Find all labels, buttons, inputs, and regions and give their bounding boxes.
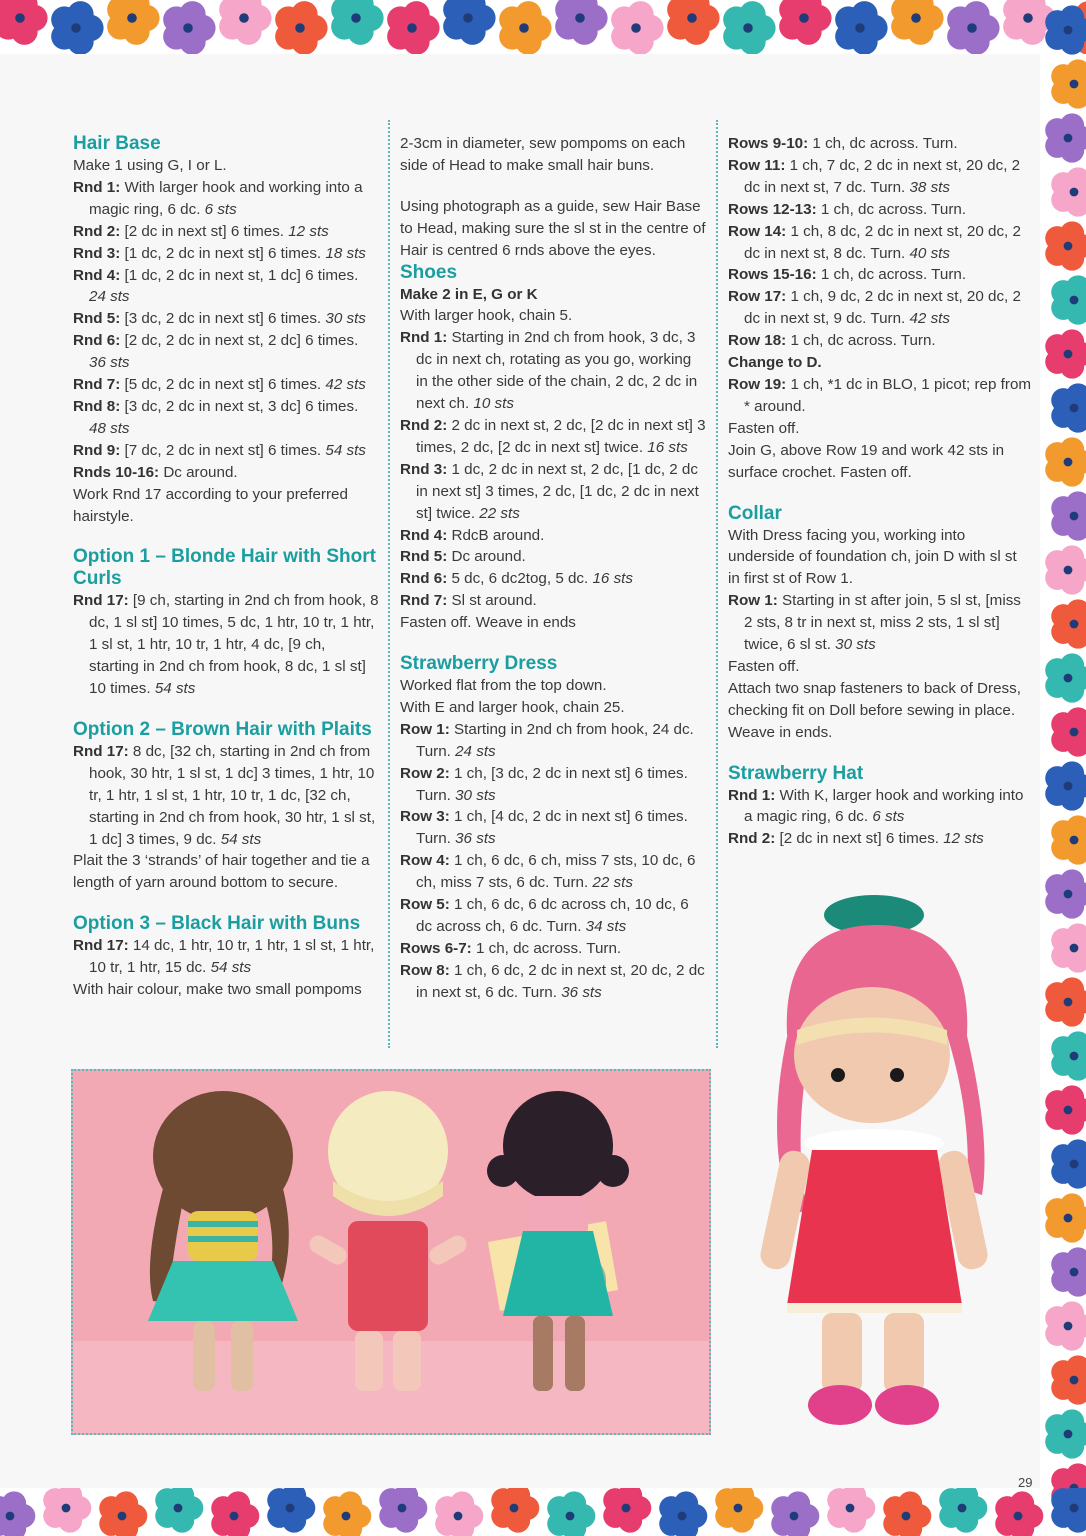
stitch-count: 22 sts bbox=[592, 874, 633, 892]
spacer bbox=[728, 744, 1032, 763]
pattern-column-3 bbox=[728, 133, 1032, 850]
row-label: Rows 9-10: bbox=[728, 135, 809, 152]
pattern-row bbox=[73, 590, 379, 700]
spacer bbox=[73, 700, 379, 719]
flower-icon bbox=[1051, 1031, 1086, 1080]
stitch-count: 42 sts bbox=[325, 376, 366, 394]
flower-pattern-top bbox=[0, 0, 1086, 54]
pattern-row bbox=[728, 590, 1032, 656]
pattern-row bbox=[73, 741, 379, 851]
row-label: Rnd 1: bbox=[728, 786, 776, 804]
spacer bbox=[400, 634, 706, 653]
instruction-text: With hair colour, make two small pompoms bbox=[73, 981, 362, 999]
row-instructions: RdcB around. bbox=[447, 526, 545, 544]
stitch-count: 22 sts bbox=[479, 504, 520, 522]
flower-icon bbox=[1045, 113, 1086, 162]
instruction-text: With larger hook, chain 5. bbox=[400, 307, 573, 325]
flower-icon bbox=[1045, 545, 1086, 594]
pattern-row bbox=[728, 828, 1032, 850]
flower-icon bbox=[1045, 437, 1086, 486]
row-label: Rnd 17: bbox=[73, 592, 129, 610]
instruction-text: Plait the 3 ‘strands’ of hair together and tie a length of yarn around bottom to secure. bbox=[73, 852, 370, 892]
row-label: Rnd 7: bbox=[73, 376, 121, 394]
flower-icon bbox=[1051, 923, 1086, 972]
pattern-row bbox=[728, 374, 1032, 418]
flower-icon bbox=[331, 0, 383, 45]
flower-icon bbox=[1051, 383, 1086, 432]
row-label: Rnd 3: bbox=[400, 460, 448, 478]
row-label: Row 1: bbox=[728, 592, 778, 610]
flower-icon bbox=[995, 1491, 1043, 1536]
row-instructions: With K, larger hook and working into a magic ring, 6 dc. bbox=[744, 786, 1024, 826]
row-label: Rnd 6: bbox=[73, 332, 121, 350]
flower-icon bbox=[43, 1488, 91, 1533]
flower-icon bbox=[323, 1491, 371, 1536]
stitch-count: 6 sts bbox=[204, 200, 237, 218]
row-instructions: [9 ch, starting in 2nd ch from hook, 8 dc, 1 sl st] 10 times, 5 dc, 1 htr, 10 tr, 1 htr, 1 sl st, 1 htr, 10 tr, 1 htr, 4 dc, [9 ch, starting in 2nd ch from hook, 8 dc, 1 sl st] 10 times. bbox=[89, 592, 379, 698]
instruction-text: Fasten off. bbox=[728, 419, 800, 437]
pattern-row bbox=[73, 177, 379, 221]
pattern-row bbox=[728, 286, 1032, 330]
row-instructions: 5 dc, 6 dc2tog, 5 dc. bbox=[447, 570, 593, 588]
pattern-row bbox=[400, 525, 706, 547]
flower-icon bbox=[163, 1, 215, 54]
flower-icon bbox=[891, 0, 943, 45]
row-instructions: [5 dc, 2 dc in next st] 6 times. bbox=[120, 376, 326, 394]
flower-icon bbox=[219, 0, 271, 45]
pattern-row bbox=[400, 850, 706, 894]
flower-icon bbox=[1051, 59, 1086, 108]
pattern-row bbox=[400, 763, 706, 807]
row-instructions: Dc around. bbox=[447, 548, 526, 566]
row-instructions: 1 ch, [4 dc, 2 dc in next st] 6 times. Turn. bbox=[416, 808, 688, 848]
row-instructions: [2 dc, 2 dc in next st, 2 dc] 6 times. bbox=[120, 332, 359, 350]
flower-icon bbox=[1045, 761, 1086, 810]
row-instructions: Starting in st after join, 5 sl st, [miss 2 sts, 8 tr in next st, miss 2 sts, 1 sl st] twice, 6 sl st. bbox=[744, 592, 1021, 654]
flower-icon bbox=[0, 1491, 35, 1536]
pattern-row bbox=[400, 327, 706, 415]
row-instructions: Dc around. bbox=[159, 463, 238, 481]
stitch-count: 36 sts bbox=[561, 983, 602, 1001]
flower-icon bbox=[1045, 1409, 1086, 1458]
pattern-row bbox=[728, 221, 1032, 265]
stitch-count: 42 sts bbox=[909, 310, 950, 328]
row-label: Row 4: bbox=[400, 852, 450, 870]
spacer bbox=[728, 484, 1032, 503]
flower-icon bbox=[0, 0, 48, 45]
row-label: Rnd 1: bbox=[400, 329, 448, 347]
pattern-row bbox=[728, 133, 1032, 155]
row-label: Rows 15-16: bbox=[728, 266, 817, 284]
row-instructions: 1 ch, 8 dc, 2 dc in next st, 20 dc, 2 dc in next st, 8 dc. Turn. bbox=[744, 222, 1021, 262]
flower-icon bbox=[779, 0, 831, 45]
instruction-text: Join G, above Row 19 and work 42 sts in surface crochet. Fasten off. bbox=[728, 441, 1005, 481]
flower-icon bbox=[603, 1488, 651, 1533]
stitch-count: 54 sts bbox=[325, 441, 366, 459]
flower-icon bbox=[715, 1488, 763, 1533]
stitch-count: 12 sts bbox=[943, 830, 984, 848]
flower-icon bbox=[835, 1, 887, 54]
row-label: Rnd 8: bbox=[73, 397, 121, 415]
flower-icon bbox=[1045, 1193, 1086, 1242]
row-label: Rnd 2: bbox=[73, 222, 121, 240]
column-divider-2 bbox=[716, 120, 718, 1048]
instruction-text: Worked flat from the top down. bbox=[400, 677, 607, 695]
row-instructions: 1 ch, 9 dc, 2 dc in next st, 20 dc, 2 dc in next st, 9 dc. Turn. bbox=[744, 288, 1021, 328]
instruction-text: 2-3cm in diameter, sew pompoms on each side of Head to make small hair buns. bbox=[400, 135, 686, 174]
flower-icon bbox=[435, 1491, 483, 1536]
flower-pattern-bottom bbox=[0, 1488, 1086, 1536]
spacer bbox=[73, 527, 379, 546]
flower-icon bbox=[1051, 599, 1086, 648]
flower-icon bbox=[1045, 5, 1086, 54]
stitch-count: 12 sts bbox=[288, 222, 329, 240]
row-label: Row 18: bbox=[728, 332, 787, 350]
pattern-row bbox=[400, 415, 706, 459]
flower-icon bbox=[267, 1488, 315, 1533]
flower-icon bbox=[1051, 707, 1086, 756]
row-label: Rnd 1: bbox=[73, 178, 121, 196]
pattern-row bbox=[400, 894, 706, 938]
flower-pattern-right bbox=[1040, 0, 1086, 1536]
row-label: Rnd 17: bbox=[73, 937, 129, 955]
pattern-row bbox=[73, 396, 379, 440]
row-instructions: 1 ch, 6 dc, 2 dc in next st, 20 dc, 2 dc in next st, 6 dc. Turn. bbox=[416, 961, 705, 1001]
flower-icon bbox=[1051, 1355, 1086, 1404]
page-number: 29 bbox=[1018, 1475, 1033, 1490]
stitch-count: 54 sts bbox=[220, 830, 262, 848]
section-heading: Strawberry Hat bbox=[728, 762, 864, 784]
stitch-count: 10 sts bbox=[473, 395, 514, 413]
row-instructions: 1 ch, [3 dc, 2 dc in next st] 6 times. Turn. bbox=[416, 764, 688, 804]
flower-icon bbox=[443, 0, 495, 45]
row-label: Row 3: bbox=[400, 808, 450, 826]
row-instructions: 2 dc in next st, 2 dc, [2 dc in next st] 3 times, 2 dc, [2 dc in next st] twice. bbox=[416, 416, 706, 456]
pattern-row bbox=[400, 546, 706, 568]
row-instructions: [1 dc, 2 dc in next st, 1 dc] 6 times. bbox=[120, 266, 359, 284]
flower-icon bbox=[827, 1488, 875, 1533]
flower-icon bbox=[155, 1488, 203, 1533]
stitch-count: 54 sts bbox=[154, 680, 196, 698]
row-instructions: 1 ch, dc across. Turn. bbox=[816, 200, 967, 218]
strawberry-doll-illustration bbox=[752, 885, 1032, 1440]
row-label: Row 17: bbox=[728, 288, 787, 306]
row-instructions: 1 ch, dc across. Turn. bbox=[816, 266, 967, 284]
row-instructions: [2 dc in next st] 6 times. bbox=[775, 830, 944, 848]
pattern-row bbox=[400, 459, 706, 525]
pattern-row bbox=[400, 938, 706, 960]
stitch-count: 36 sts bbox=[89, 354, 130, 372]
section-heading: Hair Base bbox=[73, 133, 161, 154]
stitch-count: 36 sts bbox=[455, 830, 496, 848]
flower-icon bbox=[1051, 491, 1086, 540]
pattern-row bbox=[728, 264, 1032, 286]
stitch-count: 16 sts bbox=[647, 438, 688, 456]
flower-icon bbox=[51, 1, 103, 54]
flower-icon bbox=[275, 1, 327, 54]
pattern-row bbox=[400, 568, 706, 590]
pattern-row bbox=[73, 462, 379, 484]
row-instructions: 1 ch, dc across. Turn. bbox=[471, 939, 622, 957]
flower-icon bbox=[499, 1, 551, 54]
row-instructions: 14 dc, 1 htr, 10 tr, 1 htr, 1 sl st, 1 htr, 10 tr, 1 htr, 15 dc. bbox=[89, 937, 375, 977]
row-instructions: 1 ch, *1 dc in BLO, 1 picot; rep from * around. bbox=[744, 375, 1032, 415]
row-label: Row 8: bbox=[400, 961, 450, 979]
stitch-count: 40 sts bbox=[909, 244, 950, 262]
stitch-count: 24 sts bbox=[89, 288, 130, 306]
flower-icon bbox=[379, 1488, 427, 1533]
column-divider-1 bbox=[388, 120, 390, 1048]
floral-border-top bbox=[0, 0, 1086, 54]
flower-icon bbox=[611, 1, 663, 54]
flower-icon bbox=[547, 1491, 595, 1536]
row-instructions: Sl st around. bbox=[447, 592, 537, 610]
flower-icon bbox=[883, 1491, 931, 1536]
flower-icon bbox=[1045, 653, 1086, 702]
row-label: Rnd 6: bbox=[400, 570, 448, 588]
row-instructions: 1 ch, 6 dc, 6 ch, miss 7 sts, 10 dc, 6 ch, miss 7 sts, 6 dc. Turn. bbox=[416, 852, 696, 892]
flower-icon bbox=[387, 1, 439, 54]
stitch-count: 48 sts bbox=[89, 419, 130, 437]
row-label: Rows 12-13: bbox=[728, 200, 817, 218]
instruction-text: With E and larger hook, chain 25. bbox=[400, 698, 625, 716]
row-instructions: [7 dc, 2 dc in next st] 6 times. bbox=[120, 441, 326, 459]
floral-border-right bbox=[1040, 0, 1086, 1536]
row-label: Rnd 5: bbox=[400, 548, 448, 566]
pattern-row bbox=[73, 374, 379, 396]
row-label: Rnd 4: bbox=[73, 266, 121, 284]
flower-icon bbox=[1045, 977, 1086, 1026]
flower-icon bbox=[1045, 329, 1086, 378]
row-label: Rnd 17: bbox=[73, 742, 129, 760]
flower-icon bbox=[555, 0, 607, 45]
stitch-count: 38 sts bbox=[909, 178, 950, 196]
row-label: Rnd 7: bbox=[400, 592, 448, 610]
section-heading: Strawberry Dress bbox=[400, 653, 558, 675]
row-label: Row 11: bbox=[728, 156, 786, 174]
row-label: Rnd 2: bbox=[400, 416, 448, 434]
section-heading: Collar bbox=[728, 502, 782, 524]
row-instructions: 1 dc, 2 dc in next st, 2 dc, [1 dc, 2 dc in next st] 3 times, 2 dc, [1 dc, 2 dc in next st] twice. bbox=[416, 460, 699, 522]
row-label: Row 1: bbox=[400, 720, 450, 738]
flower-icon bbox=[1051, 275, 1086, 324]
flower-icon bbox=[491, 1488, 539, 1533]
row-instructions: 1 ch, dc across. Turn. bbox=[786, 332, 936, 350]
row-label: Row 5: bbox=[400, 896, 450, 914]
flower-icon bbox=[1051, 1139, 1086, 1188]
pattern-row bbox=[73, 330, 379, 374]
flower-icon bbox=[659, 1491, 707, 1536]
spacer bbox=[73, 894, 379, 913]
flower-icon bbox=[723, 1, 775, 54]
pattern-row bbox=[400, 960, 706, 1004]
flower-icon bbox=[1045, 869, 1086, 918]
pattern-column-1 bbox=[73, 133, 379, 1001]
row-instructions: [3 dc, 2 dc in next st] 6 times. bbox=[120, 310, 326, 328]
pattern-row bbox=[73, 308, 379, 330]
row-instructions: 1 ch, 7 dc, 2 dc in next st, 20 dc, 2 dc in next st, 7 dc. Turn. bbox=[744, 156, 1021, 196]
pattern-row bbox=[400, 590, 706, 612]
pattern-row bbox=[73, 935, 379, 979]
row-label: Rnd 4: bbox=[400, 526, 448, 544]
instruction-text: Fasten off. bbox=[728, 657, 800, 675]
row-instructions: Starting in 2nd ch from hook, 24 dc. Turn. bbox=[416, 720, 694, 760]
pattern-row bbox=[400, 719, 706, 763]
stitch-count: 54 sts bbox=[210, 959, 252, 977]
row-label: Rows 6-7: bbox=[400, 939, 472, 957]
pattern-row bbox=[728, 199, 1032, 221]
pattern-row bbox=[73, 265, 379, 309]
dolls-back-illustration bbox=[73, 1071, 709, 1433]
row-label: Rnd 5: bbox=[73, 310, 121, 328]
pattern-row bbox=[728, 330, 1032, 352]
row-instructions: [3 dc, 2 dc in next st, 3 dc] 6 times. bbox=[120, 397, 359, 415]
flower-icon bbox=[1051, 1247, 1086, 1296]
dolls-back-photo bbox=[71, 1069, 711, 1435]
section-heading: Option 3 – Black Hair with Buns bbox=[73, 913, 361, 935]
stitch-count: 18 sts bbox=[325, 244, 366, 262]
pattern-row bbox=[73, 243, 379, 265]
subheading: Change to D. bbox=[728, 354, 822, 372]
instruction-text: Work Rnd 17 according to your preferred hairstyle. bbox=[73, 485, 348, 525]
row-instructions: [2 dc in next st] 6 times. bbox=[120, 222, 289, 240]
row-label: Row 19: bbox=[728, 375, 787, 393]
row-instructions: With larger hook and working into a magic ring, 6 dc. bbox=[89, 178, 363, 218]
strawberry-doll-photo bbox=[752, 885, 1032, 1440]
flower-icon bbox=[947, 1, 999, 54]
pattern-row bbox=[728, 785, 1032, 829]
flower-icon bbox=[211, 1491, 259, 1536]
stitch-count: 24 sts bbox=[455, 742, 496, 760]
flower-icon bbox=[1051, 815, 1086, 864]
pattern-row bbox=[728, 155, 1032, 199]
stitch-count: 6 sts bbox=[872, 808, 905, 826]
flower-icon bbox=[1051, 1488, 1086, 1533]
row-label: Rnd 2: bbox=[728, 830, 776, 848]
row-instructions: [1 dc, 2 dc in next st] 6 times. bbox=[120, 244, 326, 262]
row-label: Row 14: bbox=[728, 222, 787, 240]
flower-icon bbox=[1045, 1085, 1086, 1134]
section-heading: Option 2 – Brown Hair with Plaits bbox=[73, 718, 372, 740]
row-label: Row 2: bbox=[400, 764, 450, 782]
flower-icon bbox=[107, 0, 159, 45]
instruction-text: Attach two snap fasteners to back of Dress, checking fit on Doll before sewing in place. Weave in ends. bbox=[728, 679, 1021, 741]
stitch-count: 16 sts bbox=[592, 570, 633, 588]
flower-icon bbox=[1045, 1301, 1086, 1350]
stitch-count: 30 sts bbox=[455, 786, 496, 804]
section-heading: Shoes bbox=[400, 261, 458, 283]
row-instructions: Starting in 2nd ch from hook, 3 dc, 3 dc in next ch, rotating as you go, working in the other side of the chain, 2 dc, 2 dc in next ch. bbox=[416, 329, 698, 413]
row-label: Rnd 9: bbox=[73, 441, 121, 459]
instruction-text: With Dress facing you, working into underside of foundation ch, join D with sl st in first st of Row 1. bbox=[728, 526, 1017, 588]
stitch-count: 30 sts bbox=[325, 310, 366, 328]
instruction-text: Fasten off. Weave in ends bbox=[400, 614, 576, 632]
flower-icon bbox=[1045, 221, 1086, 270]
instruction-text: Make 1 using G, I or L. bbox=[73, 157, 227, 174]
flower-icon bbox=[667, 0, 719, 45]
spacer bbox=[400, 177, 706, 196]
flower-icon bbox=[99, 1491, 147, 1536]
stitch-count: 30 sts bbox=[835, 636, 876, 654]
pattern-column-2 bbox=[400, 133, 706, 1004]
row-instructions: 8 dc, [32 ch, starting in 2nd ch from hook, 30 htr, 1 sl st, 1 dc] 3 times, 1 htr, 10 tr, 1 htr, 1 sl st, 1 htr, 10 tr, 1 dc, [32 ch, starting in 2nd ch from hook, 30 htr, 1 sl st, 1 dc] 3 times, 9 dc. bbox=[89, 742, 376, 848]
section-heading: Option 1 – Blonde Hair with Short Curls bbox=[73, 546, 376, 590]
instruction-text: Using photograph as a guide, sew Hair Base to Head, making sure the sl st in the centre of Hair is centred 6 rnds above the eyes. bbox=[400, 197, 706, 259]
pattern-row bbox=[400, 806, 706, 850]
row-label: Rnds 10-16: bbox=[73, 463, 160, 481]
floral-border-bottom bbox=[0, 1488, 1086, 1536]
row-label: Rnd 3: bbox=[73, 244, 121, 262]
row-instructions: 1 ch, dc across. Turn. bbox=[808, 135, 958, 152]
row-instructions: 1 ch, 6 dc, 6 dc across ch, 10 dc, 6 dc across ch, 6 dc. Turn. bbox=[416, 896, 689, 935]
subheading: Make 2 in E, G or K bbox=[400, 285, 538, 303]
flower-icon bbox=[1051, 167, 1086, 216]
stitch-count: 34 sts bbox=[585, 918, 627, 935]
pattern-row bbox=[73, 221, 379, 243]
flower-icon bbox=[939, 1488, 987, 1533]
pattern-row bbox=[73, 440, 379, 462]
flower-icon bbox=[771, 1491, 819, 1536]
